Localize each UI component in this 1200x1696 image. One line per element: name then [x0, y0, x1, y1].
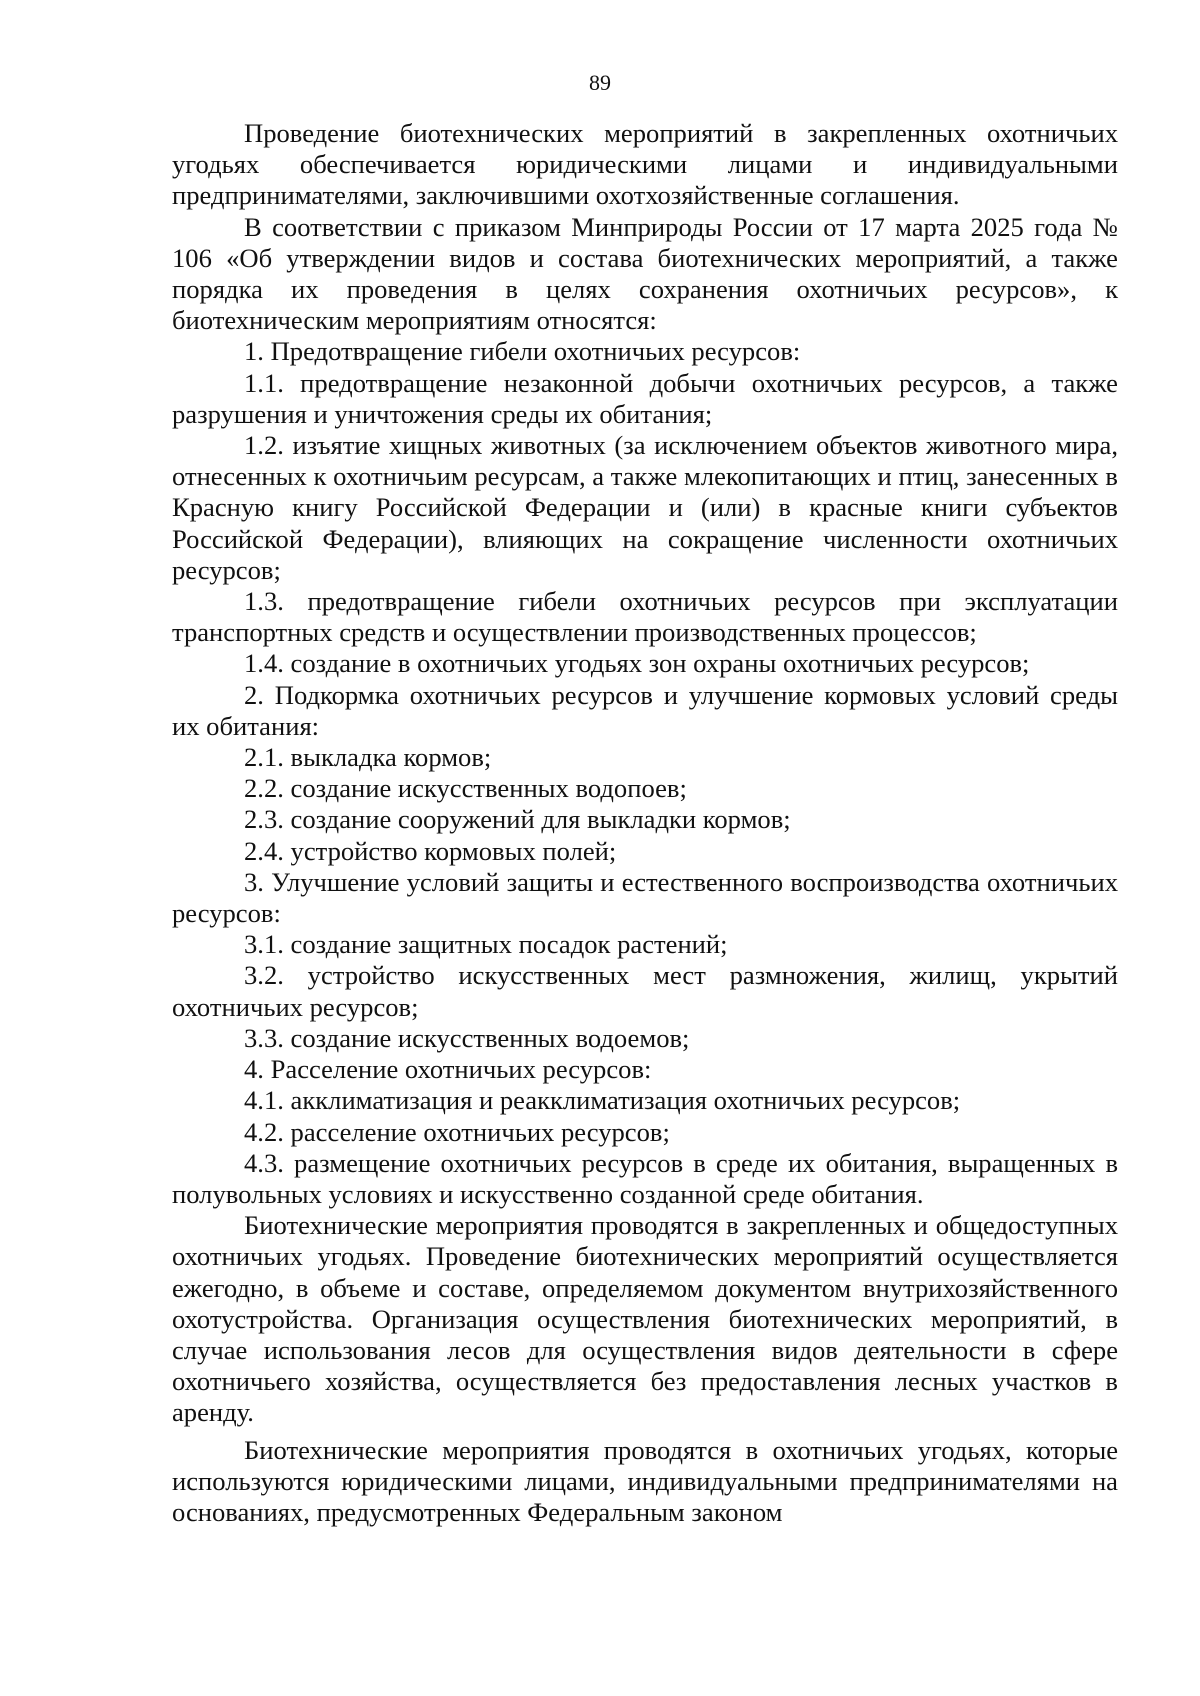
list-item: 3.2. устройство искусственных мест размножения, жилищ, укрытий охотничьих ресурсов; [172, 960, 1118, 1022]
list-item: 4.3. размещение охотничьих ресурсов в среде их обитания, выращенных в полувольных условиях и искусственно созданной среде обитания. [172, 1147, 1118, 1209]
list-item: 1.3. предотвращение гибели охотничьих ресурсов при эксплуатации транспортных средств и осуществлении производственных процессов; [172, 586, 1118, 648]
document-body [172, 118, 1118, 1528]
list-item: 2.2. создание искусственных водопоев; [244, 773, 687, 804]
paragraph: Биотехнические мероприятия проводятся в закрепленных и общедоступных охотничьих угодьях. Проведение биотехнических мероприятий осуществляется ежегодно, в объеме и составе, определяемом документом внутрихозяйственного охотустройства. Организация осуществления биотехнических мероприятий, в случае использования лесов для осуществления видов деятельности в сфере охотничьего хозяйства, осуществляется без предоставления лесных участков в аренду. [172, 1210, 1118, 1428]
list-item: 4.2. расселение охотничьих ресурсов; [244, 1116, 670, 1147]
list-item: 1.2. изъятие хищных животных (за исключением объектов животного мира, отнесенных к охотничьим ресурсам, а также млекопитающих и птиц, занесенных в Красную книгу Российской Федерации и (или) в красные книги субъектов Российской Федерации), влияющих на сокращение численности охотничьих ресурсов; [172, 430, 1118, 585]
list-item: 2. Подкормка охотничьих ресурсов и улучшение кормовых условий среды их обитания: [172, 679, 1118, 741]
list-item: 2.1. выкладка кормов; [244, 742, 492, 773]
list-item: 1.1. предотвращение незаконной добычи охотничьих ресурсов, а также разрушения и уничтожения среды их обитания; [172, 367, 1118, 429]
list-item: 3.1. создание защитных посадок растений; [244, 929, 728, 960]
list-item: 3.3. создание искусственных водоемов; [244, 1022, 690, 1053]
list-item: 2.3. создание сооружений для выкладки кормов; [244, 804, 791, 835]
list-item: 1.4. создание в охотничьих угодьях зон охраны охотничьих ресурсов; [244, 648, 1030, 679]
page-number: 89 [589, 70, 611, 95]
list-item: 3. Улучшение условий защиты и естественного воспроизводства охотничьих ресурсов: [172, 866, 1118, 929]
paragraph: Проведение биотехнических мероприятий в закрепленных охотничьих угодьях обеспечивается юридическими лицами и индивидуальными предпринимателями, заключившими охотхозяйственные соглашения. [172, 118, 1118, 211]
paragraph: В соответствии с приказом Минприроды России от 17 марта 2025 года № 106 «Об утверждении видов и состава биотехнических мероприятий, а также порядка их проведения в целях сохранения охотничьих ресурсов», к биотехническим мероприятиям относятся: [172, 211, 1118, 336]
list-item: 4. Расселение охотничьих ресурсов: [244, 1054, 652, 1085]
list-item: 1. Предотвращение гибели охотничьих ресурсов: [244, 336, 801, 367]
list-item: 2.4. устройство кормовых полей; [244, 835, 617, 866]
list-item: 4.1. акклиматизация и реакклиматизация охотничьих ресурсов; [244, 1085, 961, 1116]
paragraph: Биотехнические мероприятия проводятся в охотничьих угодьях, которые используются юридическими лицами, индивидуальными предпринимателями на основаниях, предусмотренных Федеральным законом [172, 1434, 1118, 1527]
